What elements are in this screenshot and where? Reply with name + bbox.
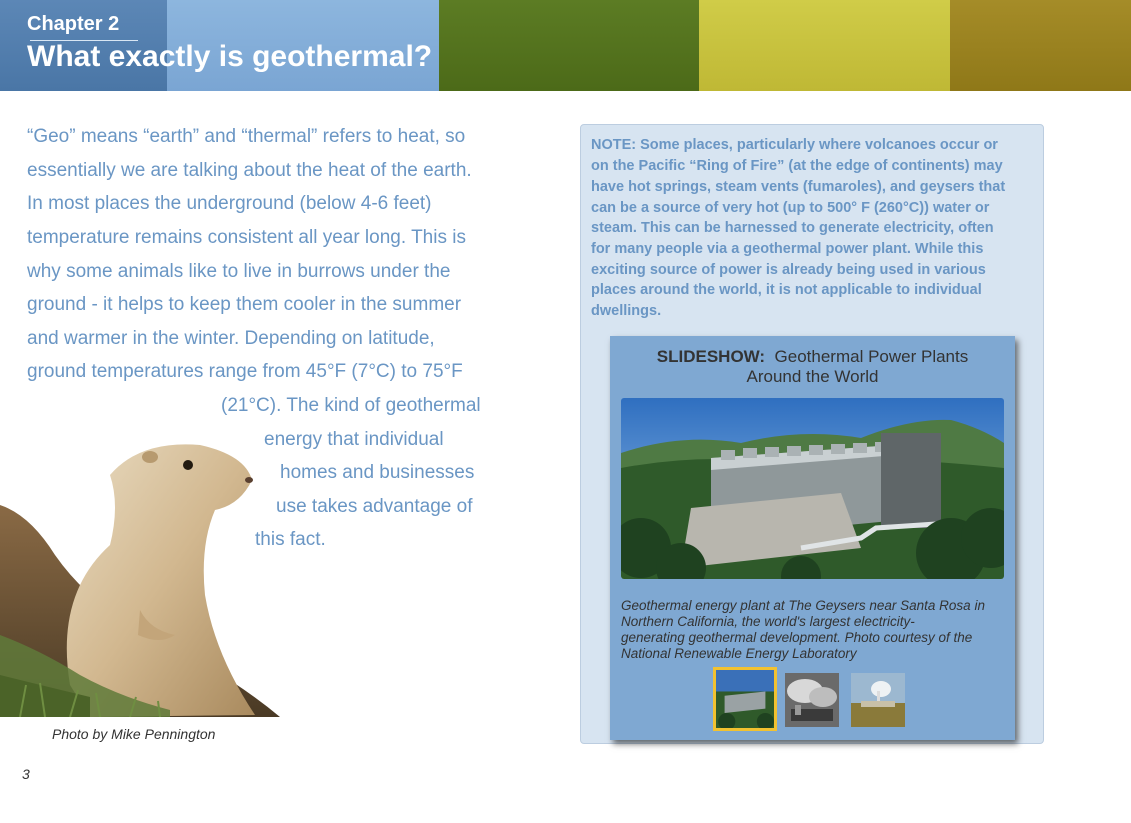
note-text-line: exciting source of power is already being used in various [591,262,986,278]
body-text-line: use takes advantage of [276,496,473,517]
body-text-line: this fact. [255,529,326,550]
body-text-line: (21°C). The kind of geothermal [221,395,481,416]
body-text-line: why some animals like to live in burrows under the [27,261,451,282]
prairie-dog-photo [0,435,280,717]
slideshow-caption-line: National Renewable Energy Laboratory [621,646,857,661]
header-band-olive [950,0,1131,91]
slideshow-title [610,347,1015,367]
note-text-line: can be a source of very hot (up to 500° F (260°C)) water or [591,200,990,216]
header-band-yellow [699,0,950,91]
body-text-line: temperature remains consistent all year long. This is [27,227,466,248]
chapter-label: Chapter 2 [27,13,120,35]
slideshow-caption-line: Northern California, the world's largest electricity- [621,614,915,629]
header-band-green [439,0,699,91]
slideshow-thumbnail-1[interactable] [716,670,774,728]
slideshow-caption-line: generating geothermal development. Photo courtesy of the [621,630,973,645]
body-text-line: “Geo” means “earth” and “thermal” refers to heat, so [27,126,466,147]
note-text-line: dwellings. [591,303,662,319]
page-title: What exactly is geothermal? [27,40,433,73]
note-text-line: have hot springs, steam vents (fumaroles), and geysers that [591,179,1006,195]
page-number: 3 [22,766,30,782]
note-text-line: on the Pacific “Ring of Fire” (at the edge of continents) may [591,158,1003,174]
body-text-line: energy that individual [264,429,444,450]
slideshow-label: SLIDESHOW: [656,347,766,366]
note-text-line: for many people via a geothermal power plant. While this [591,241,984,257]
slideshow-thumbnail-2[interactable] [785,673,839,727]
photo-credit: Photo by Mike Pennington [52,726,216,742]
note-text-line: NOTE: Some places, particularly where volcanoes occur or [591,137,998,153]
note-text-line: places around the world, it is not applicable to individual [591,282,982,298]
body-text-line: ground - it helps to keep them cooler in the summer [27,294,462,315]
slideshow-title-line2: Around the World [746,367,879,386]
body-text-line: ground temperatures range from 45°F (7°C) to 75°F [27,361,463,382]
body-text-line: homes and businesses [280,462,475,483]
note-text-line: steam. This can be harnessed to generate electricity, often [591,220,994,236]
chapter-header [0,0,1131,91]
body-text-line: and warmer in the winter. Depending on latitude, [27,328,435,349]
slideshow-caption-line: Geothermal energy plant at The Geysers near Santa Rosa in [621,598,985,613]
slideshow-thumbnail-3[interactable] [851,673,905,727]
slideshow-widget[interactable] [610,336,1015,740]
body-text-line: essentially we are talking about the heat of the earth. [27,160,472,181]
body-text-line: In most places the underground (below 4-6 feet) [27,193,432,214]
slideshow-title-line1: Geothermal Power Plants [774,347,969,366]
slideshow-main-photo[interactable] [621,398,1004,579]
